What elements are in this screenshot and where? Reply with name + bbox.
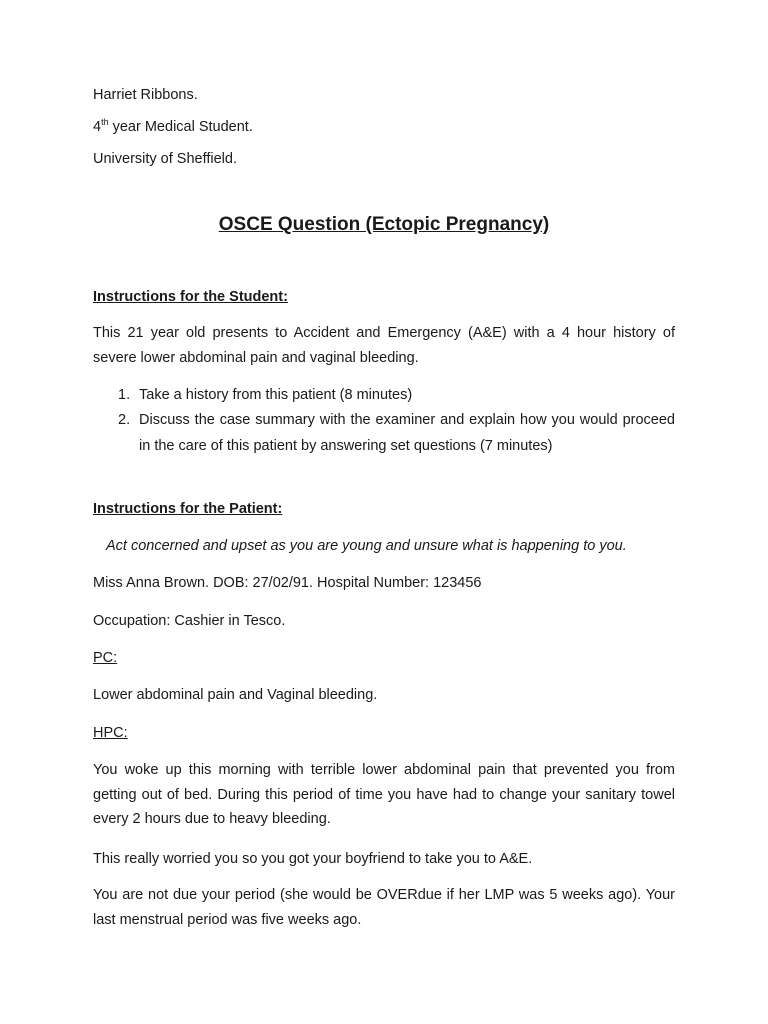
student-intro: This 21 year old presents to Accident and Emergency (A&E) with a 4 hour history of severe lower abdominal pain and vaginal bleeding.: [93, 325, 675, 366]
year-number: 4: [93, 119, 102, 135]
hpc-paragraph-3: You are not due your period (she would be OVERdue if her LMP was 5 weeks ago). Your last menstrual period was five weeks ago.: [93, 887, 675, 928]
author-name: Harriet Ribbons.: [93, 87, 198, 103]
list-item: [118, 383, 675, 409]
patient-heading: Instructions for the Patient:: [93, 501, 283, 517]
patient-occupation: Occupation: Cashier in Tesco.: [93, 613, 286, 629]
year-rest: year Medical Student.: [108, 119, 253, 135]
pc-heading: PC:: [93, 650, 118, 666]
author-university: University of Sheffield.: [93, 151, 237, 167]
list-item-number: 2.: [118, 412, 131, 428]
list-item-number: 1.: [118, 387, 131, 403]
patient-instruction: Act concerned and upset as you are young and unsure what is happening to you.: [106, 538, 627, 554]
student-heading: Instructions for the Student:: [93, 289, 288, 305]
author-year: [93, 118, 253, 136]
patient-details: Miss Anna Brown. DOB: 27/02/91. Hospital Number: 123456: [93, 575, 482, 591]
page-title: OSCE Question (Ectopic Pregnancy): [218, 214, 550, 235]
year-suffix: th: [101, 117, 109, 128]
list-item-text: Take a history from this patient (8 minutes): [139, 387, 413, 403]
hpc-paragraph-2: This really worried you so you got your boyfriend to take you to A&E.: [93, 851, 533, 867]
hpc-heading: HPC:: [93, 725, 128, 741]
pc-text: Lower abdominal pain and Vaginal bleeding.: [93, 687, 378, 703]
list-item-text: Discuss the case summary with the examiner and explain how you would proceed in the care of this patient by answering set questions (7 minutes): [139, 412, 675, 454]
hpc-paragraph-1: You woke up this morning with terrible lower abdominal pain that prevented you from getting out of bed. During this period of time you have had to change your sanitary towel every 2 hours due to heavy bleeding.: [93, 762, 675, 827]
list-item: [118, 408, 675, 459]
